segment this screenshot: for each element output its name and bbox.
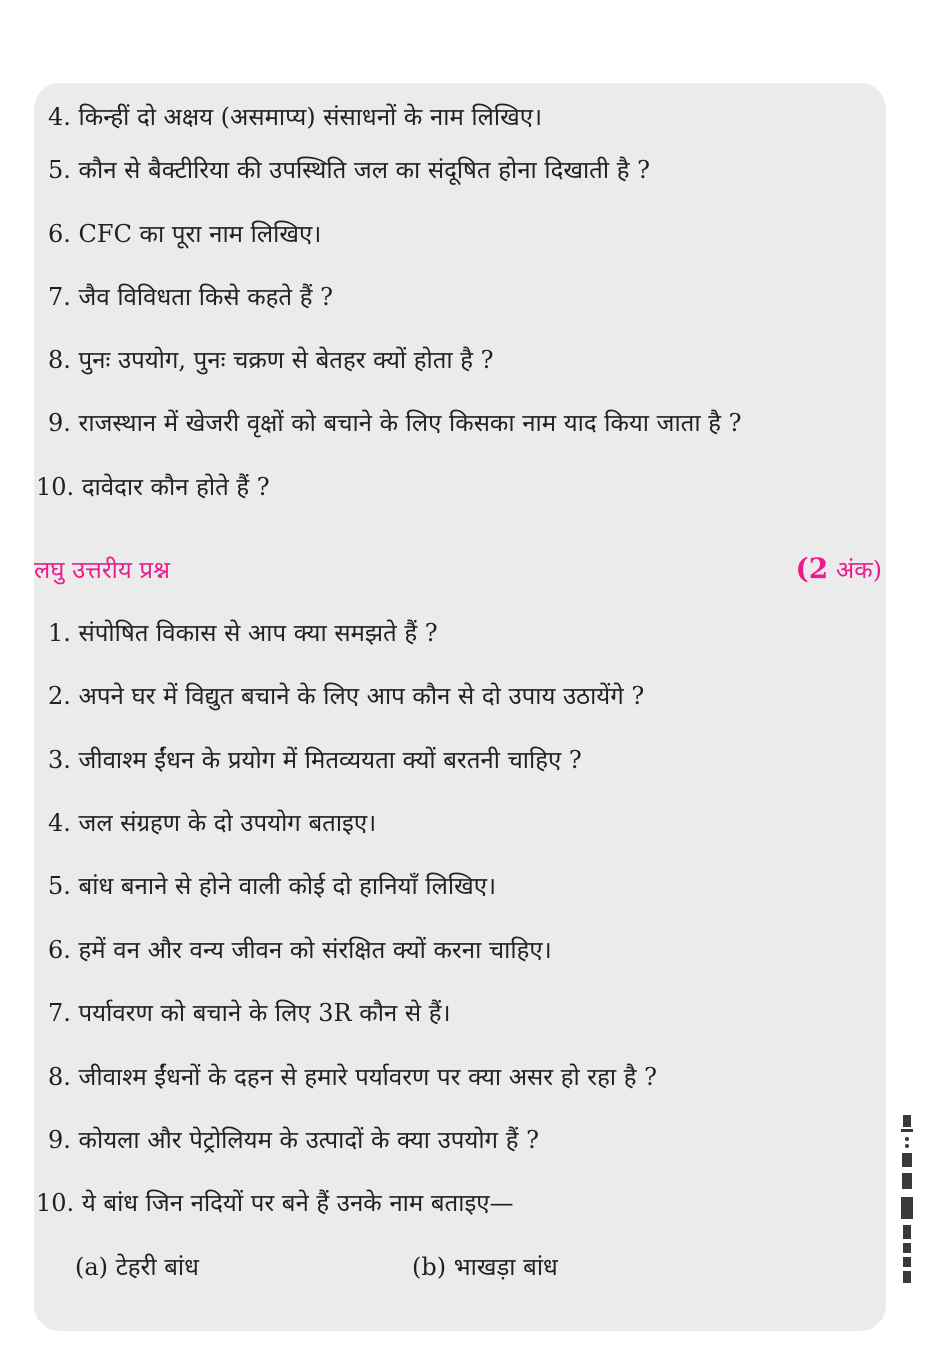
question-text: जैव विविधता किसे कहते हैं ? (78, 283, 333, 311)
question-number: 4. (48, 103, 71, 131)
sub-item-label: (a) (75, 1253, 109, 1281)
question-text: राजस्थान में खेजरी वृक्षों को बचाने के लिए किसका नाम याद किया जाता है ? (78, 409, 742, 437)
question-item (48, 870, 496, 902)
question-item (48, 997, 451, 1029)
sub-item (412, 1251, 558, 1283)
question-number: 7. (48, 999, 71, 1027)
question-item (48, 807, 376, 839)
question-item (48, 934, 552, 966)
question-number: 3. (48, 746, 71, 774)
question-number: 10. (36, 473, 75, 501)
question-item (48, 154, 650, 186)
marks-word: अंक) (828, 556, 882, 584)
question-number: 6. (48, 936, 71, 964)
question-number: 1. (48, 619, 71, 647)
question-text: दावेदार कौन होते हैं ? (81, 473, 270, 501)
question-number: 4. (48, 809, 71, 837)
question-item (48, 218, 321, 250)
question-item (36, 471, 270, 503)
sub-item (75, 1251, 199, 1283)
question-text: कोयला और पेट्रोलियम के उत्पादों के क्या उपयोग हैं ? (78, 1126, 539, 1154)
question-number: 2. (48, 682, 71, 710)
section-marks (796, 551, 883, 588)
question-number: 10. (36, 1189, 75, 1217)
question-text: किन्हीं दो अक्षय (असमाप्य) संसाधनों के नाम लिखिए। (78, 103, 543, 131)
question-number: 5. (48, 872, 71, 900)
question-item (48, 680, 644, 712)
question-text: CFC का पूरा नाम लिखिए। (78, 220, 322, 248)
question-text: संपोषित विकास से आप क्या समझते हैं ? (78, 619, 438, 647)
marks-open: ( (795, 552, 809, 585)
question-text: ये बांध जिन नदियों पर बने हैं उनके नाम बताइए— (81, 1189, 514, 1217)
question-text: कौन से बैक्टीरिया की उपस्थिति जल का संदूषित होना दिखाती है ? (78, 156, 650, 184)
question-item (48, 281, 333, 313)
question-item (48, 1124, 539, 1156)
sub-item-label: (b) (412, 1253, 447, 1281)
question-text: पुनः उपयोग, पुनः चक्रण से बेतहर क्यों होता है ? (78, 346, 494, 374)
sub-item-text: टेहरी बांध (115, 1253, 199, 1281)
sub-item-text: भाखड़ा बांध (453, 1253, 558, 1281)
question-number: 8. (48, 1063, 71, 1091)
marks-digit: 2 (808, 552, 829, 585)
question-number: 6. (48, 220, 71, 248)
question-text: बांध बनाने से होने वाली कोई दो हानियाँ लिखिए। (78, 872, 497, 900)
question-item (48, 744, 582, 776)
question-number: 5. (48, 156, 71, 184)
question-text: हमें वन और वन्य जीवन को संरक्षित क्यों करना चाहिए। (78, 936, 552, 964)
question-item (48, 101, 542, 133)
question-number: 8. (48, 346, 71, 374)
section-heading: लघु उत्तरीय प्रश्न (34, 556, 171, 584)
question-text: जल संग्रहण के दो उपयोग बताइए। (78, 809, 377, 837)
question-item (48, 344, 494, 376)
question-text: जीवाश्म ईंधनों के दहन से हमारे पर्यावरण पर क्या असर हो रहा है ? (78, 1063, 657, 1091)
question-item (36, 1187, 514, 1219)
question-text: अपने घर में विद्युत बचाने के लिए आप कौन से दो उपाय उठायेंगे ? (78, 682, 645, 710)
question-text: पर्यावरण को बचाने के लिए 3R कौन से हैं। (78, 999, 451, 1027)
question-number: 7. (48, 283, 71, 311)
question-item (48, 1061, 657, 1093)
question-item (48, 617, 438, 649)
question-number: 9. (48, 1126, 71, 1154)
side-print-mark (896, 1115, 918, 1285)
question-text: जीवाश्म ईंधन के प्रयोग में मितव्ययता क्यों बरतनी चाहिए ? (78, 746, 582, 774)
question-item (48, 407, 741, 439)
question-number: 9. (48, 409, 71, 437)
